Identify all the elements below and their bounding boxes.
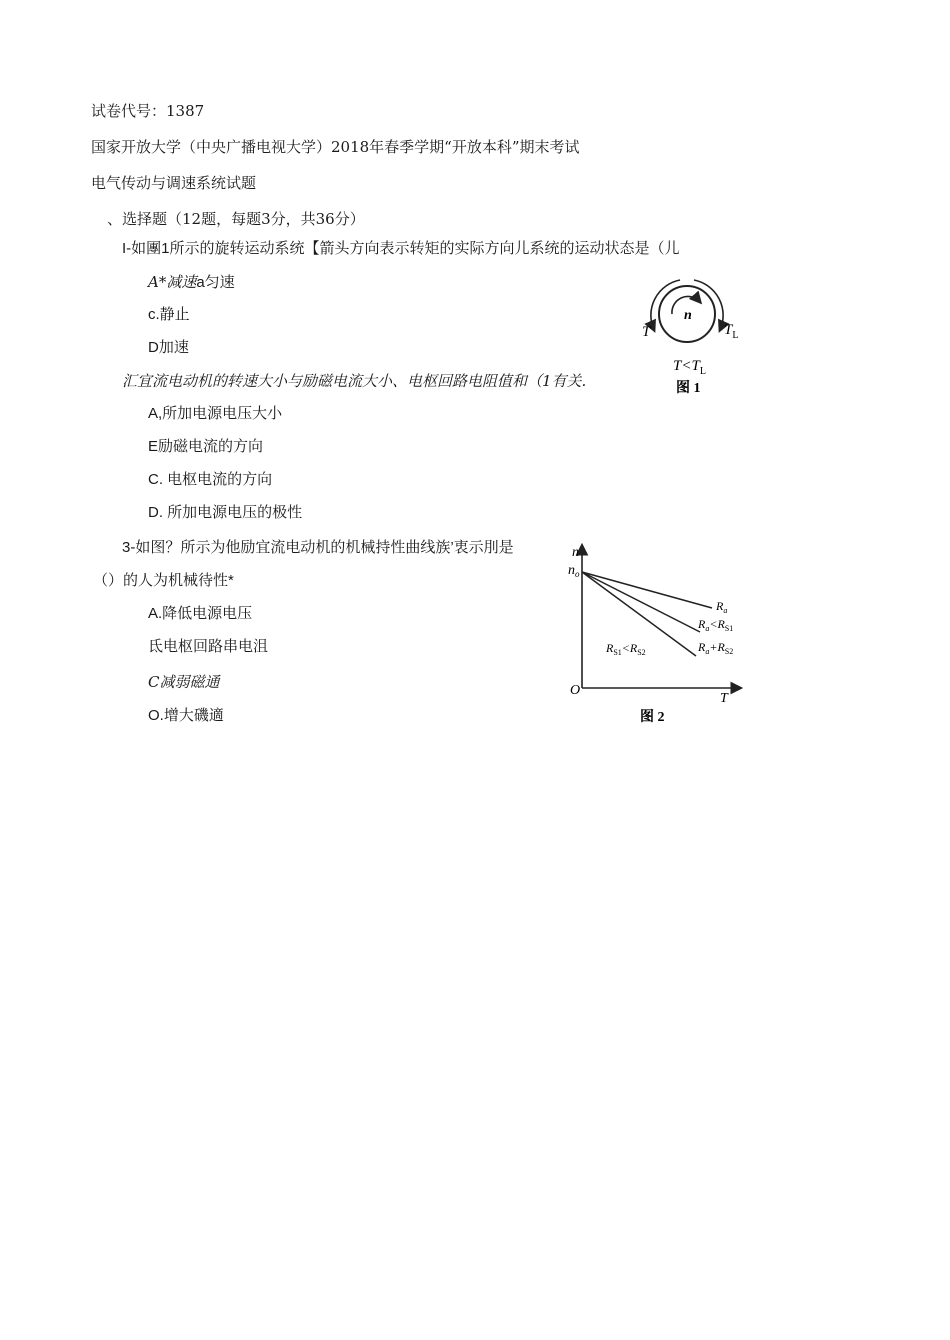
- curve-3-label: $R_a+R_{S2}$: [698, 640, 734, 656]
- curve-2-label: $R_a<R_{S1}$: [698, 617, 734, 633]
- exam-title: 国家开放大学（中央广播电视大学）2018年春季学期“开放本科”期末考试: [91, 138, 580, 156]
- question-1-option-b: a匀速: [196, 274, 235, 291]
- question-2-option-b: E励磁电流的方向: [148, 438, 264, 455]
- figure-1: [632, 272, 762, 402]
- figure-2-caption: 图 2: [640, 710, 665, 725]
- question-1-stem: I-如團1所示的旋转运动系统【箭头方向表示转矩的实际方向儿系统的运动状态是（儿: [122, 240, 680, 257]
- origin-label: O: [570, 683, 581, 698]
- condition-label: $T<T_L$: [673, 358, 706, 377]
- figure-2: [562, 538, 752, 728]
- question-1-option-d: D加速: [148, 339, 189, 356]
- x-axis-label: T: [720, 691, 728, 706]
- curve-rs1: [582, 572, 700, 632]
- y-axis-label: n: [572, 545, 579, 560]
- figure-1-caption: 图 1: [676, 381, 701, 396]
- question-3-option-b: 氐电枢回路串电沮: [148, 638, 269, 655]
- curve-1-label: $R_a$: [716, 599, 728, 615]
- question-2-option-a: A,所加电源电压大小: [148, 405, 283, 422]
- inner-label: $R_{S1}<R_{S2}$: [606, 641, 646, 657]
- question-2-stem: 汇宜流电动机的转速大小与励磁电流大小、电枢回路电阻值和（1有关.: [122, 372, 587, 390]
- question-3-option-c: C减弱磁通: [148, 673, 220, 691]
- curve-natural: [582, 572, 712, 608]
- question-3-option-d: O.增大磯適: [148, 707, 224, 724]
- question-1-option-a: A*减速a匀速: [148, 273, 235, 291]
- section-title: 、选择题（12题，每题3分，共36分）: [107, 210, 365, 228]
- load-label: $T_L$: [724, 322, 739, 341]
- rotation-label: n: [684, 308, 692, 323]
- question-3-option-a: A.降低电源电压: [148, 605, 253, 622]
- question-3-stem-cont: （）的人为机械待性*: [93, 572, 234, 589]
- torque-label: T: [642, 324, 651, 340]
- question-1-option-c: c.静止: [148, 306, 190, 323]
- question-3-stem: 3-如图？所示为他励宜流电动机的机械持性曲线族’衷示刖是: [122, 539, 514, 556]
- question-2-option-d: D. 所加电源电压的极性: [148, 504, 303, 521]
- curve-rs2: [582, 572, 696, 656]
- subject-title: 电气传动与调速系统试题: [91, 174, 257, 192]
- exam-code: 试卷代号：1387: [91, 102, 205, 120]
- origin-value: $n_o$: [568, 563, 580, 579]
- question-2-option-c: C. 电枢电流的方向: [148, 471, 273, 488]
